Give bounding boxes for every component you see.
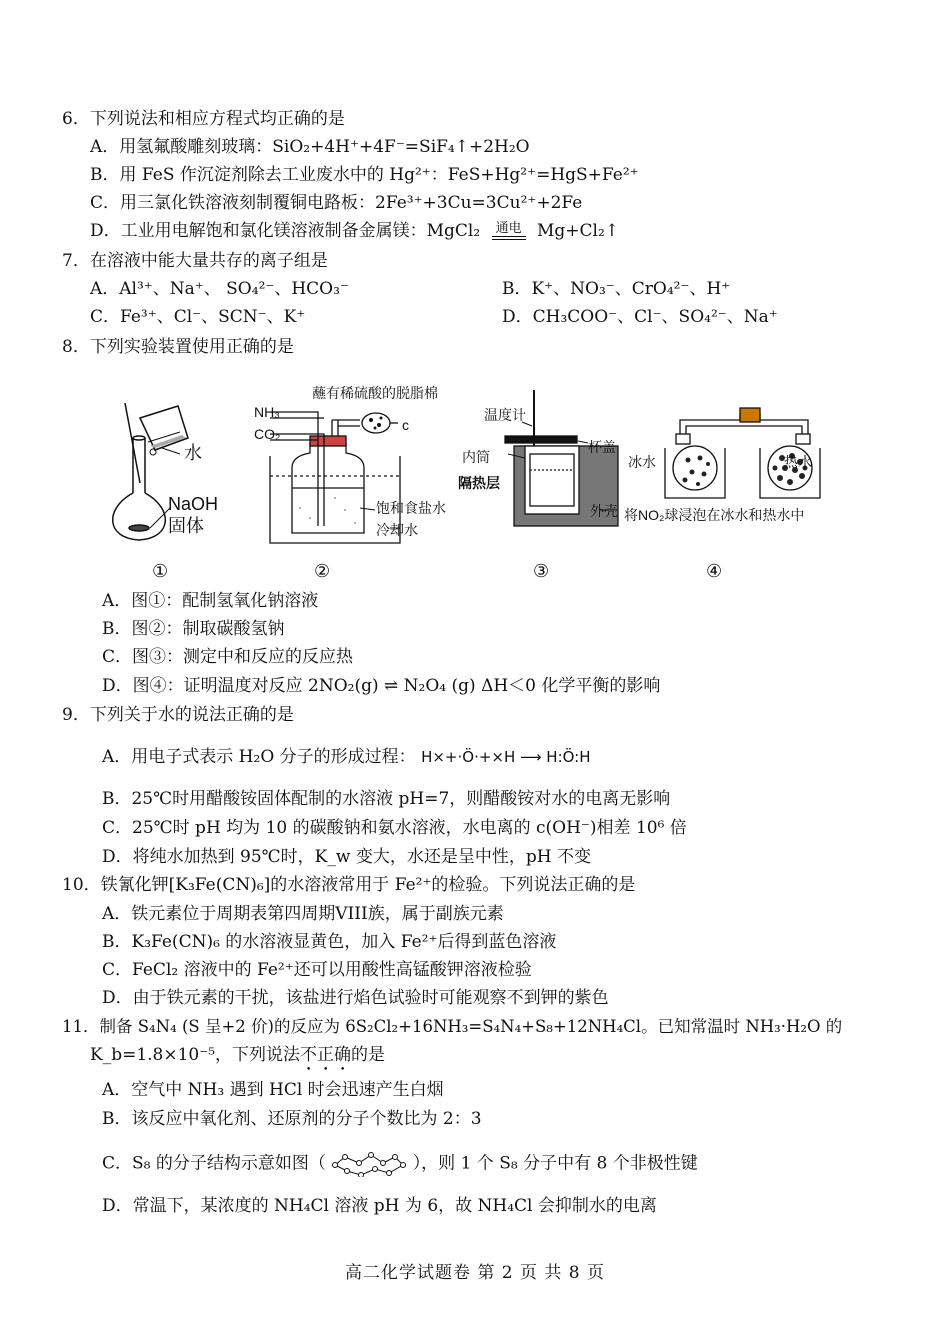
q11-option-d: D．常温下，某浓度的 NH₄Cl 溶液 pH 为 6，故 NH₄Cl 会抑制水的电离	[102, 1196, 657, 1216]
fig1-label-water: 水	[184, 443, 202, 463]
fig3-label-thermo: 温度计	[484, 407, 526, 423]
q11-stem-emphasis: 不正确	[300, 1045, 352, 1065]
figure-1-flask	[100, 398, 230, 548]
fig2-label-nh3: NH₃	[254, 404, 280, 420]
fig4-caption: 将NO₂球浸泡在冰水和热水中	[624, 507, 805, 523]
q10-option-a: A．铁元素位于周期表第四周期VIII族，属于副族元素	[102, 904, 504, 924]
q8-option-d: D．图④：证明温度对反应 2NO₂(g) ⇌ N₂O₄ (g) ΔH＜0 化学平衡的影响	[102, 676, 661, 696]
q9-option-a	[102, 746, 591, 768]
q11-stem-line1: 11．制备 S₄N₄ (S 呈+2 价)的反应为 6S₂Cl₂+16NH₃=S₄N₄+S₈+12NH₄Cl。已知常温时 NH₃·H₂O 的	[62, 1017, 843, 1036]
fig3-label-insul: 隔热层	[458, 475, 500, 491]
q11-option-c-pre: C．S₈ 的分子结构示意如图（	[102, 1153, 326, 1174]
q6-option-d-pre: D．工业用电解饱和氯化镁溶液制备金属镁：MgCl₂	[90, 221, 481, 241]
q11-stem-post: 的是	[351, 1045, 386, 1065]
q9-option-c: C．25℃时 pH 均为 10 的碳酸钠和氨水溶液，水电离的 c(OH⁻)相差 10⁶ 倍	[102, 818, 687, 838]
s8-ring-structure	[331, 1151, 407, 1177]
electrolysis-condition	[490, 220, 528, 244]
fig2-label-cool: 冷却水	[376, 522, 418, 538]
fig3-label-lid: 杯盖	[588, 439, 616, 455]
q9-option-b: B．25℃时用醋酸铵固体配制的水溶液 pH=7，则醋酸铵对水的电离无影响	[102, 789, 671, 809]
q9-electron-formula: H×+·Ö·+×H ⟶ H:Ö:H	[421, 748, 591, 766]
q9-option-d: D．将纯水加热到 95℃时，K_w 变大，水还是呈中性，pH 不变	[102, 847, 591, 867]
q10-stem: 10．铁氰化钾[K₃Fe(CN)₆]的水溶液常用于 Fe²⁺的检验。下列说法正确的是	[62, 875, 636, 895]
electrolysis-label: 通电	[495, 221, 522, 236]
fig2-label-co2: CO₂	[254, 426, 281, 442]
q11-option-c	[102, 1151, 698, 1177]
q10-option-d: D．由于铁元素的干扰，该盐进行焰色试验时可能观察不到钾的紫色	[102, 988, 609, 1008]
q6-stem: 6．下列说法和相应方程式均正确的是	[62, 109, 345, 129]
fig3-label-shell: 外壳	[590, 503, 618, 519]
q8-option-b: B．图②：制取碳酸氢钠	[102, 619, 285, 639]
q6-option-d-post: Mg+Cl₂↑	[537, 221, 620, 241]
q9-option-a-text: A．用电子式表示 H₂O 分子的形成过程：	[102, 747, 416, 767]
q9-stem: 9．下列关于水的说法正确的是	[62, 705, 294, 725]
q11-option-c-post: ），则 1 个 S₈ 分子中有 8 个非极性键	[412, 1153, 698, 1174]
q8-option-a: A．图①：配制氢氧化钠溶液	[102, 591, 319, 611]
fig3-number: ③	[533, 561, 550, 582]
fig1-label-solid: 固体	[168, 516, 204, 536]
q7-stem: 7．在溶液中能大量共存的离子组是	[62, 251, 328, 271]
fig2-label-cotton: 蘸有稀硫酸的脱脂棉	[312, 385, 438, 401]
q10-option-b: B．K₃Fe(CN)₆ 的水溶液显黄色，加入 Fe²⁺后得到蓝色溶液	[102, 932, 557, 952]
fig4-label-ice: 冰水	[628, 454, 656, 470]
q8-stem: 8．下列实验装置使用正确的是	[62, 337, 294, 357]
fig2-label-brine: 饱和食盐水	[376, 500, 446, 516]
fig3-label-inner: 内筒	[462, 449, 490, 465]
page-footer: 高二化学试题卷 第 2 页 共 8 页	[344, 1263, 606, 1283]
q11-option-a: A．空气中 NH₃ 遇到 HCl 时会迅速产生白烟	[102, 1080, 444, 1100]
q6-option-c: C．用三氯化铁溶液刻制覆铜电路板：2Fe³⁺+3Cu=3Cu²⁺+2Fe	[90, 193, 583, 213]
fig2-number: ②	[314, 561, 331, 582]
q6-option-d	[90, 220, 619, 244]
fig2-label-c: c	[402, 417, 409, 433]
fig1-label-naoh: NaOH	[168, 494, 219, 514]
q11-stem-pre: K_b=1.8×10⁻⁵，下列说法	[90, 1045, 301, 1065]
fig4-label-hot: 热水	[784, 454, 812, 470]
q10-option-c: C．FeCl₂ 溶液中的 Fe²⁺还可以用酸性高锰酸钾溶液检验	[102, 960, 532, 980]
q6-option-a: A．用氢氟酸雕刻玻璃：SiO₂+4H⁺+4F⁻=SiF₄↑+2H₂O	[90, 137, 530, 157]
q8-option-c: C．图③：测定中和反应的反应热	[102, 647, 354, 667]
fig4-number: ④	[706, 561, 723, 582]
q11-option-b: B．该反应中氧化剂、还原剂的分子个数比为 2：3	[102, 1109, 482, 1129]
q6-option-b: B．用 FeS 作沉淀剂除去工业废水中的 Hg²⁺：FeS+Hg²⁺=HgS+Fe²⁺	[90, 165, 639, 185]
q7-option-b: B．K⁺、NO₃⁻、CrO₄²⁻、H⁺	[502, 279, 731, 299]
q11-stem-line2	[90, 1044, 385, 1075]
q7-option-a: A．Al³⁺、Na⁺、 SO₄²⁻、HCO₃⁻	[90, 279, 349, 299]
q7-option-d: D．CH₃COO⁻、Cl⁻、SO₄²⁻、Na⁺	[502, 307, 778, 327]
fig1-number: ①	[152, 561, 169, 582]
q7-option-c: C．Fe³⁺、Cl⁻、SCN⁻、K⁺	[90, 307, 306, 327]
